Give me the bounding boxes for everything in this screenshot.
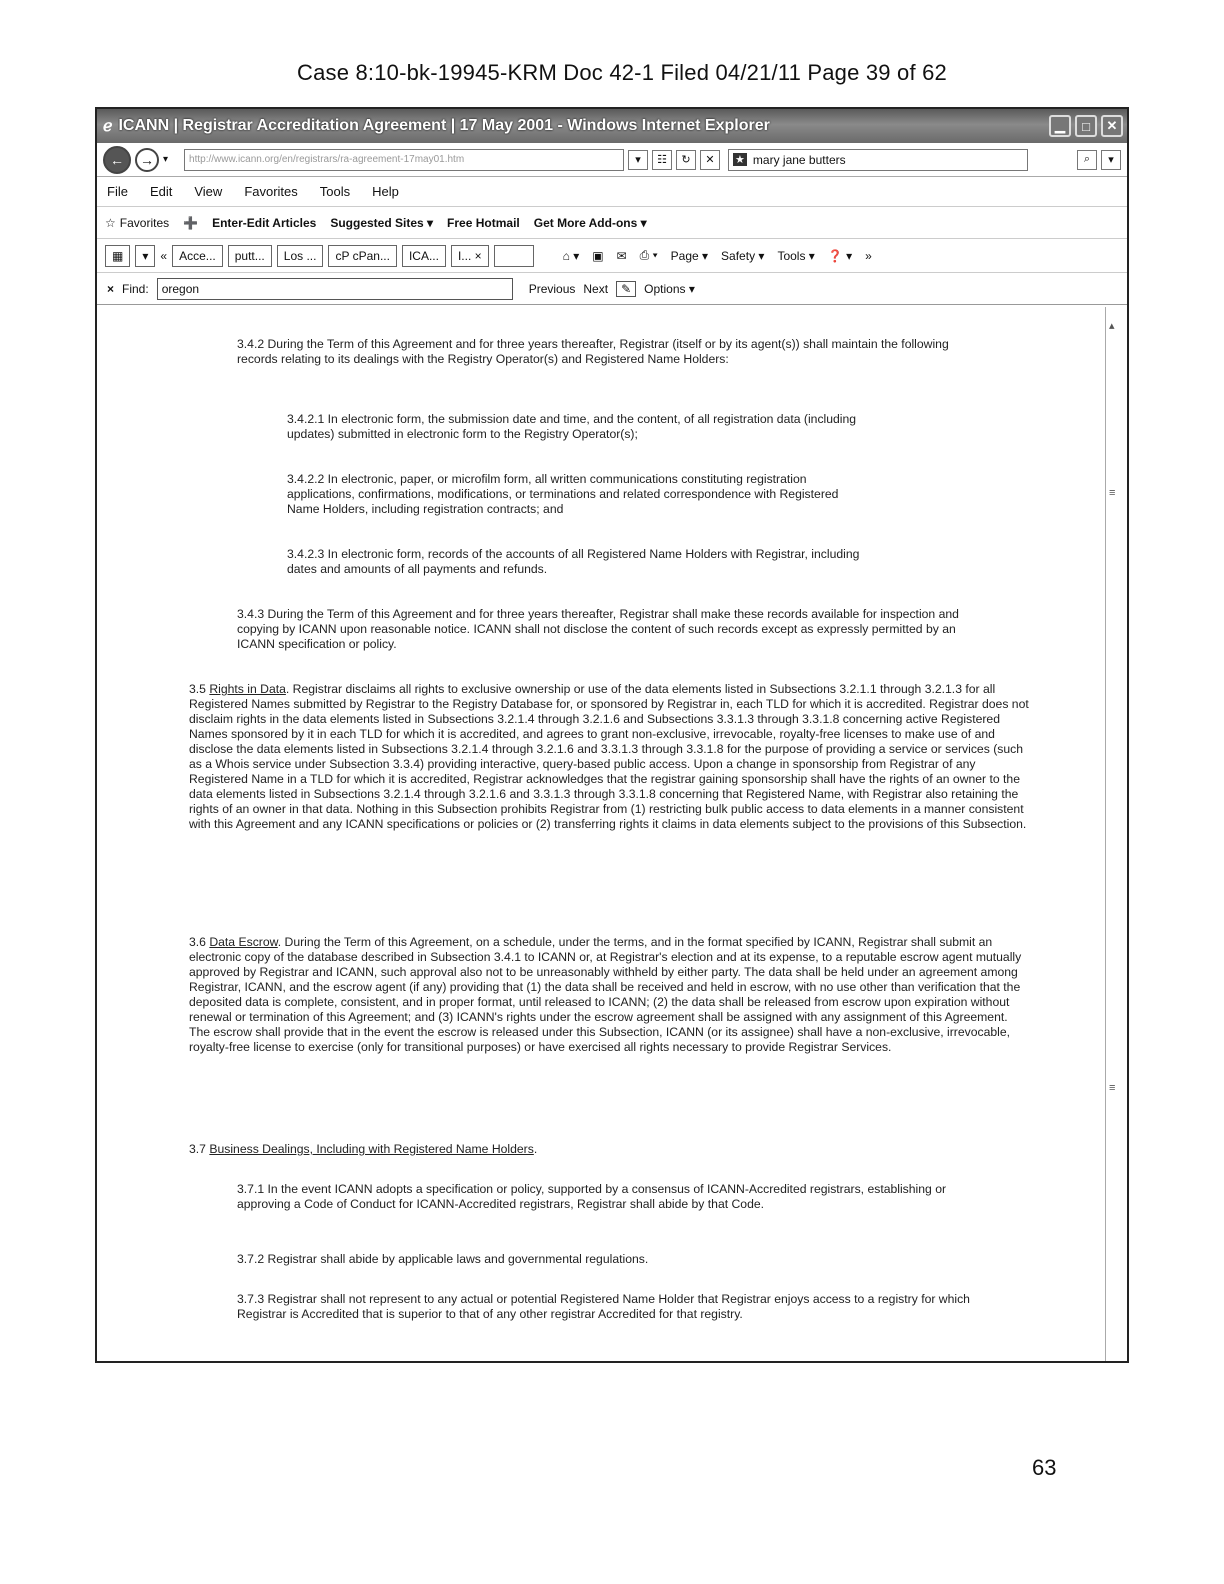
favorites-star-icon[interactable]: ☆ xyxy=(105,215,116,230)
section-3-5 xyxy=(189,682,1029,832)
favorite-get-more-addons[interactable]: Get More Add-ons ▾ xyxy=(533,215,647,230)
page-menu[interactable]: Page ▾ xyxy=(670,248,709,263)
search-icon[interactable]: ⌕ xyxy=(1077,150,1097,170)
address-bar xyxy=(97,143,1127,177)
menu-bar xyxy=(97,177,1127,207)
section-3-6-number: 3.6 xyxy=(189,935,210,949)
feeds-icon[interactable]: ▣ xyxy=(592,248,604,263)
toolbar-overflow-icon[interactable]: » xyxy=(865,248,872,263)
new-tab-button[interactable] xyxy=(494,245,534,267)
section-3-6-body: . During the Term of this Agreement, on a schedule, under the terms, and in the format specified by ICANN, Registrar shall submit an electronic copy of the database described in Subsection 3.4.1 to ICANN or, at Registrar's election and at its expense, to a reputable escrow agent mutually approved by Registrar and ICANN, such approval also not to be unreasonably withheld by either party. The data shall be held under an agreement among Registrar, ICANN, and the escrow agent (if any) providing that (1) the data shall be received and held in escrow, with no use other than verification that the deposited data is complete, consistent, and in proper format, until released to ICANN; (2) the data shall be released from escrow upon expiration without renewal or termination of this Agreement; and (3) ICANN's rights under the escrow agreement shall be assigned with any assignment of this Agreement. The escrow shall provide that in the event the escrow is released under this Subsection, ICANN (or its assignee) shall have a non-exclusive, irrevocable, royalty-free license to exercise (only for transitional purposes) or have exercised all rights necessary to provide Registrar Services. xyxy=(189,935,1022,1054)
paragraph-3-4-2-1: 3.4.2.1 In electronic form, the submission date and time, and the content, of all registration data (including updates) submitted in electronic form to the Registry Operator(s); xyxy=(287,412,857,441)
add-to-favorites-icon[interactable]: ➕ xyxy=(183,215,199,230)
scroll-marker-icon: ≡ xyxy=(1109,487,1116,499)
tab-active[interactable]: I... × xyxy=(451,245,489,267)
search-input[interactable] xyxy=(728,149,1028,171)
paragraph-3-4-2: 3.4.2 During the Term of this Agreement and for three years thereafter, Registrar (itself or by its agent(s)) shall maintain the following records relating to its dealings with the Registry Operator(s) and Registered Name Holders: xyxy=(237,337,949,366)
tab-icann[interactable]: ICA... xyxy=(402,245,446,267)
menu-view[interactable]: View xyxy=(194,184,223,199)
section-3-6 xyxy=(189,935,1029,1055)
paragraph-3-7-1: 3.7.1 In the event ICANN adopts a specification or policy, supported by a consensus of ICANN-Accredited registrars, establishing or approving a Code of Conduct for ICANN-Accredited registrars, Registrar shall abide by that Code. xyxy=(237,1182,947,1211)
paragraph-3-7-2: 3.7.2 Registrar shall abide by applicable laws and governmental regulations. xyxy=(237,1252,649,1266)
section-3-7-end: . xyxy=(533,1142,538,1156)
tab-list-icon[interactable]: ▾ xyxy=(135,245,155,267)
favorites-bar xyxy=(97,207,1127,239)
search-options-icon[interactable]: ▾ xyxy=(1101,150,1121,170)
stop-icon[interactable]: ✕ xyxy=(700,150,720,170)
refresh-icon[interactable]: ↻ xyxy=(676,150,696,170)
tab-acce[interactable]: Acce... xyxy=(172,245,223,267)
print-icon[interactable]: ⎙ ▾ xyxy=(639,248,658,262)
find-options-button[interactable]: Options ▾ xyxy=(644,281,695,296)
section-3-7-number: 3.7 xyxy=(189,1142,210,1156)
menu-tools[interactable]: Tools xyxy=(319,184,351,199)
find-bar xyxy=(97,273,1127,305)
paragraph-3-4-2-3: 3.4.2.3 In electronic form, records of the accounts of all Registered Name Holders with Registrar, including dates and amounts of all payments and refunds. xyxy=(287,547,860,576)
tab-scroll-left-icon[interactable]: « xyxy=(160,248,168,263)
menu-file[interactable]: File xyxy=(107,184,128,199)
safety-menu[interactable]: Safety ▾ xyxy=(721,248,765,263)
menu-edit[interactable]: Edit xyxy=(149,184,173,199)
rights-in-data-link[interactable]: Rights in Data xyxy=(209,682,286,696)
paragraph-3-4-2-2: 3.4.2.2 In electronic, paper, or microfilm form, all written communications constituting registration applications, confirmations, modifications, or terminations and related correspondence with Registered Name Holders, including registration contracts; and xyxy=(287,472,839,516)
find-next-button[interactable]: Next xyxy=(583,281,609,296)
business-dealings-link[interactable]: Business Dealings, Including with Registered Name Holders xyxy=(209,1142,534,1156)
quick-tabs-icon[interactable]: ▦ xyxy=(105,245,130,267)
find-previous-button[interactable]: Previous xyxy=(528,281,576,296)
favorite-free-hotmail[interactable]: Free Hotmail xyxy=(447,215,520,230)
forward-button[interactable]: → xyxy=(135,148,159,172)
section-3-5-number: 3.5 xyxy=(189,682,210,696)
help-icon[interactable]: ❓ ▾ xyxy=(827,248,853,263)
find-input[interactable]: oregon xyxy=(157,278,513,300)
history-dropdown-icon[interactable]: ▾ xyxy=(163,154,169,165)
close-find-button[interactable]: × xyxy=(107,281,115,296)
url-dropdown-icon[interactable]: ▾ xyxy=(628,150,648,170)
back-button[interactable]: ← xyxy=(103,146,131,174)
tab-los[interactable]: Los ... xyxy=(277,245,324,267)
search-value: mary jane butters xyxy=(752,152,846,167)
title-bar[interactable] xyxy=(97,109,1127,143)
highlight-icon[interactable]: ✎ xyxy=(616,281,636,297)
data-escrow-link[interactable]: Data Escrow xyxy=(209,935,278,949)
tools-menu[interactable]: Tools ▾ xyxy=(777,248,815,263)
maximize-button[interactable]: □ xyxy=(1075,115,1097,137)
compatibility-icon[interactable]: ☷ xyxy=(652,150,672,170)
favorite-enter-edit-articles[interactable]: Enter-Edit Articles xyxy=(212,215,317,230)
close-window-button[interactable]: ✕ xyxy=(1101,115,1123,137)
tab-bar xyxy=(97,239,1127,273)
section-3-5-body: . Registrar disclaims all rights to exclusive ownership or use of the data elements listed in Subsections 3.2.1.1 through 3.2.1.3 for all Registered Names submitted by Registrar to the Registry Database for, or sponsored by Registrar in, each TLD for which it is accredited. Registrar does not disclaim rights in the data elements listed in Subsections 3.2.1.4 through 3.2.1.6 and Subsections 3.3.1.3 through 3.3.1.8 concerning active Registered Names sponsored by it in each TLD for which it is accredited, and agrees to grant non-exclusive, irrevocable, royalty-free licenses to make use of and disclose the data elements listed in Subsections 3.2.1.4 through 3.2.1.6 and 3.3.1.3 through 3.3.1.8 for the purpose of providing a service or services (such as a Whois service under Subsection 3.3.4) providing interactive, query-based public access. Upon a change in sponsorship from Registrar of any Registered Name in a TLD for which it is accredited, Registrar acknowledges that the registrar gaining sponsorship shall have the rights of an owner to the data elements listed in Subsections 3.2.1.4 through 3.2.1.6 and 3.3.1.3 through 3.3.1.8 concerning that Registered Name, with Registrar also retaining the rights of an owner in that data. Nothing in this Subsection prohibits Registrar from (1) restricting bulk public access to data elements in a manner consistent with this Agreement and any ICANN specifications or policies or (2) transferring rights it claims in data elements subject to the provisions of this Subsection. xyxy=(189,682,1029,831)
favorite-suggested-sites[interactable]: Suggested Sites ▾ xyxy=(330,215,434,230)
paragraph-3-7-3: 3.7.3 Registrar shall not represent to any actual or potential Registered Name Holder that Registrar enjoys access to a registry for which Registrar is Accredited that is superior to that of any other registrar Accredited for that registry. xyxy=(237,1292,970,1321)
favorites-button[interactable]: Favorites xyxy=(119,215,170,230)
url-input[interactable]: http://www.icann.org/en/registrars/ra-agreement-17may01.htm xyxy=(184,149,624,171)
find-label: Find: xyxy=(122,281,149,296)
section-3-7 xyxy=(189,1142,1029,1157)
browser-window xyxy=(95,107,1129,1363)
menu-help[interactable]: Help xyxy=(372,184,399,199)
home-icon[interactable]: ⌂ ▾ xyxy=(562,248,580,263)
page-number: 63 xyxy=(1032,1455,1057,1480)
mail-icon[interactable]: ✉ xyxy=(616,248,627,263)
page-content xyxy=(97,307,1107,1361)
paragraph-3-4-3: 3.4.3 During the Term of this Agreement and for three years thereafter, Registrar shall make these records available for inspection and copying by ICANN upon reasonable notice. ICANN shall not disclose the content of such records except as expressly permitted by an ICANN specification or policy. xyxy=(237,607,959,651)
menu-favorites[interactable]: Favorites xyxy=(244,184,298,199)
search-provider-icon: ★ xyxy=(735,154,745,166)
scroll-up-icon[interactable]: ▴ xyxy=(1109,320,1115,332)
minimize-button[interactable]: ▁ xyxy=(1049,115,1071,137)
tab-cpanel[interactable]: cP cPan... xyxy=(328,245,396,267)
window-title: ICANN | Registrar Accreditation Agreement | 17 May 2001 - Windows Internet Explorer xyxy=(118,117,770,134)
case-header: Case 8:10-bk-19945-KRM Doc 42-1 Filed 04/21/11 Page 39 of 62 xyxy=(297,60,947,85)
vertical-scrollbar[interactable] xyxy=(1105,307,1127,1361)
scroll-marker-icon: ≡ xyxy=(1109,1082,1116,1094)
ie-logo-icon: ℯ xyxy=(103,118,113,135)
tab-putt[interactable]: putt... xyxy=(228,245,272,267)
